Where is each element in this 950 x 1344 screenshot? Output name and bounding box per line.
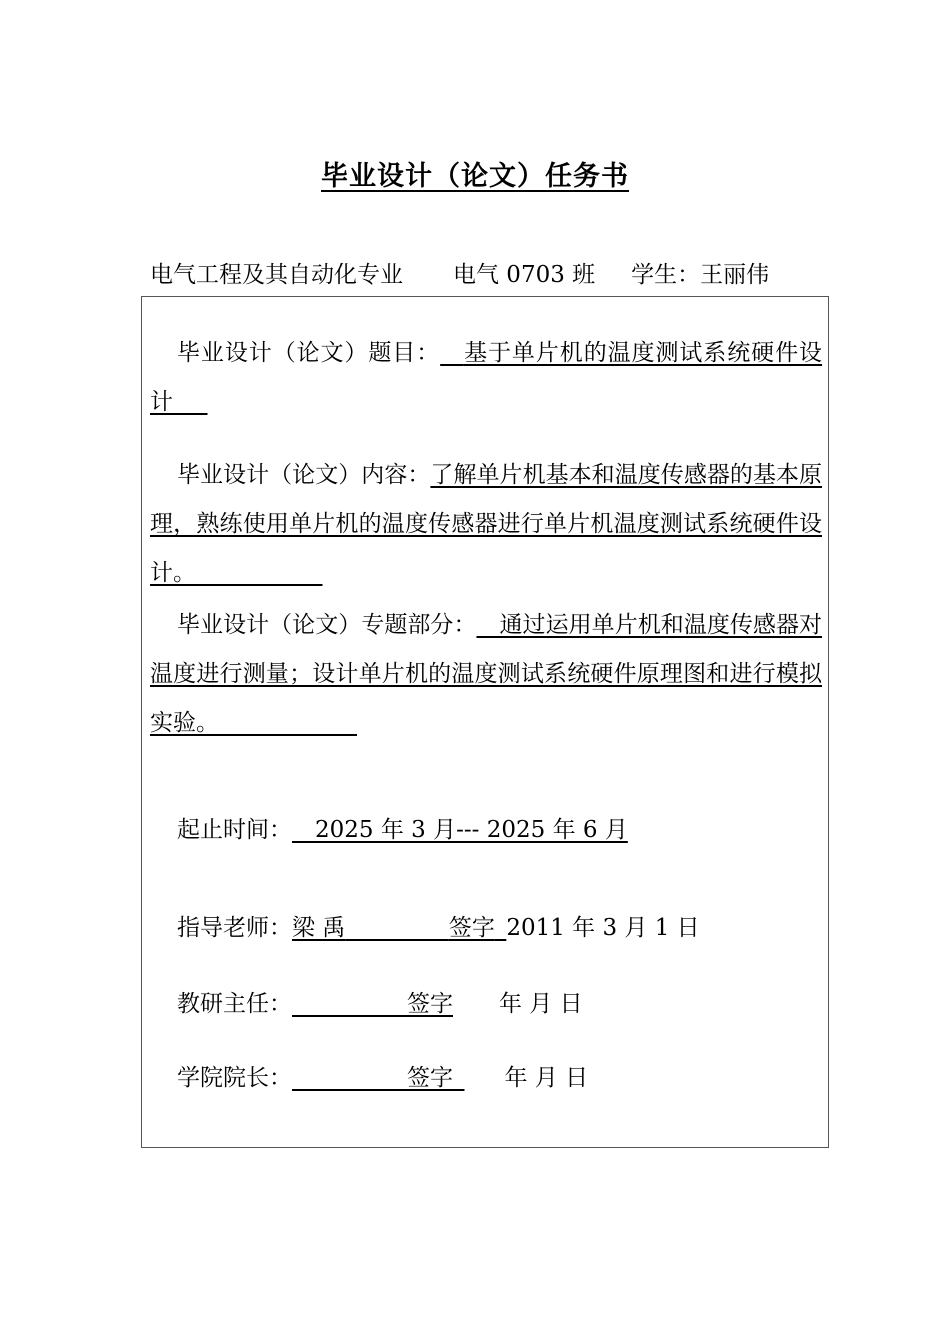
dean-date: 年 月 日 <box>504 1065 589 1091</box>
special-value: 通过运用单片机和温度传感器对温度进行测量；设计单片机的温度测试系统硬件原理图和进行模拟实验。 <box>150 612 823 736</box>
class-text: 电气 0703 班 <box>453 262 596 288</box>
period-value: 2025 年 3 月--- 2025 年 6 月 <box>315 817 628 843</box>
period-label: 起止时间： <box>177 817 292 843</box>
director-signature: 签字 <box>407 991 453 1017</box>
advisor-label: 指导老师： <box>177 915 292 941</box>
advisor-date: 2011 年 3 月 1 日 <box>506 915 700 941</box>
content-value: 了解单片机基本和温度传感器的基本原理，熟练使用单片机的温度传感器进行单片机温度测试系统硬件设计。 <box>150 462 823 586</box>
advisor-line <box>177 909 700 942</box>
student-text: 学生：王丽伟 <box>631 262 770 288</box>
topic-paragraph <box>150 329 822 427</box>
director-date: 年 月 日 <box>499 991 583 1017</box>
content-label: 毕业设计（论文）内容： <box>177 462 431 488</box>
special-label: 毕业设计（论文）专题部分： <box>177 612 477 638</box>
advisor-signature: 梁 禹 签字 <box>292 915 495 941</box>
student-info-line <box>150 256 769 289</box>
special-paragraph <box>150 601 822 748</box>
director-label: 教研主任： <box>177 991 292 1017</box>
page-title: 毕业设计（论文）任务书 <box>321 161 629 192</box>
task-form-box <box>141 296 829 1148</box>
dean-line <box>177 1059 588 1092</box>
period-line <box>177 811 628 844</box>
director-line <box>177 985 583 1018</box>
content-paragraph <box>150 451 822 598</box>
dean-signature: 签字 <box>407 1065 453 1091</box>
major-text: 电气工程及其自动化专业 <box>150 262 403 288</box>
topic-value: 基于单片机的温度测试系统硬件设计 <box>150 340 823 415</box>
topic-label: 毕业设计（论文）题目： <box>177 340 441 366</box>
dean-label: 学院院长： <box>177 1065 292 1091</box>
